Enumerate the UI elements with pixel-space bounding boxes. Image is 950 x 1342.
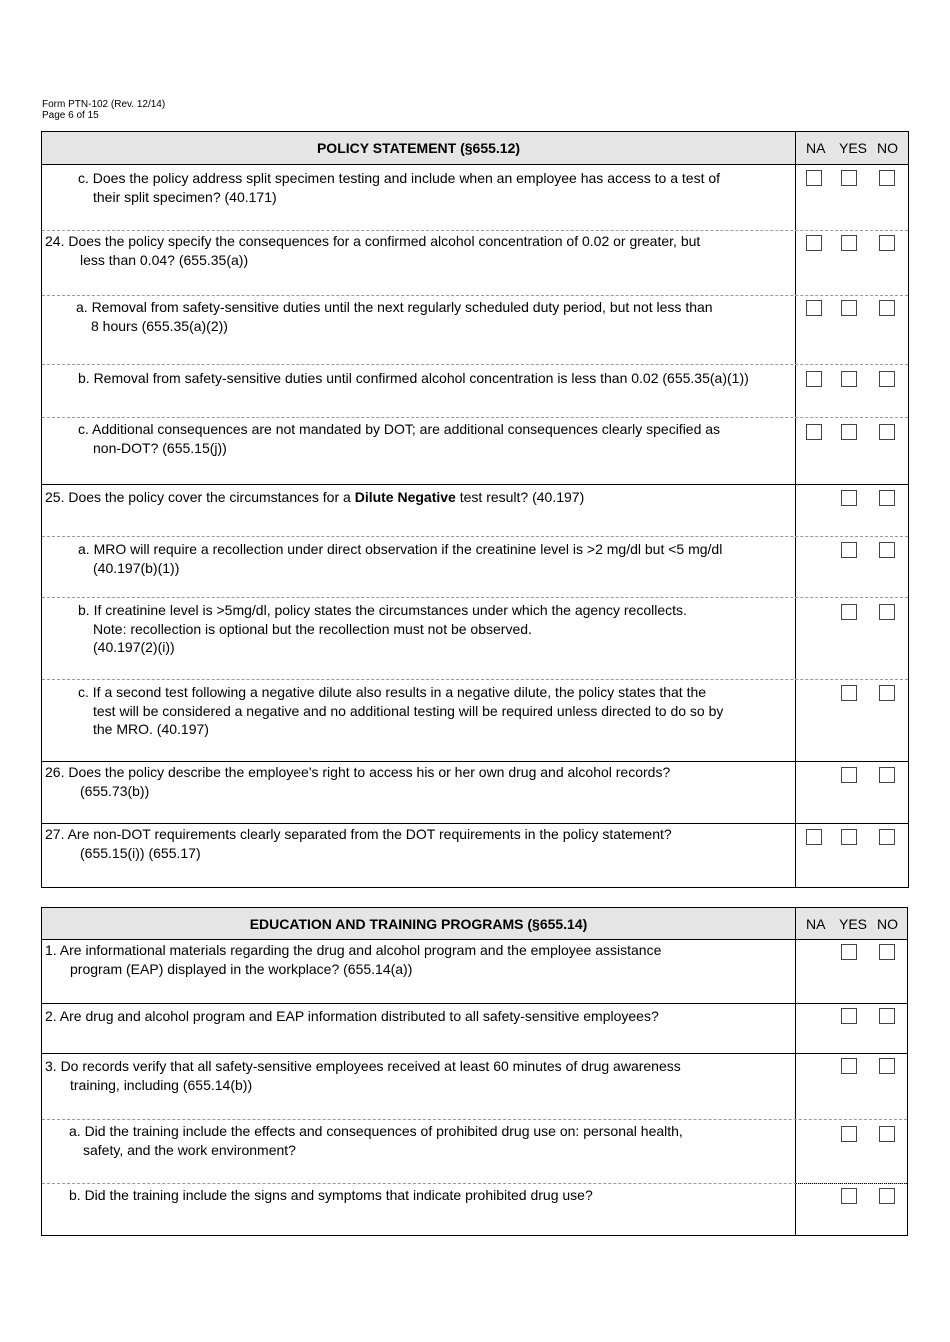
question-text: 2. Are drug and alcohol program and EAP information distributed to all safety-sensitive employees?	[42, 1004, 796, 1053]
na-checkbox[interactable]	[806, 371, 822, 387]
yes-checkbox[interactable]	[841, 1126, 857, 1142]
yes-column-header: YES	[839, 916, 868, 932]
answer-cell	[796, 1054, 907, 1119]
answer-cell	[796, 1183, 907, 1235]
na-checkbox[interactable]	[806, 424, 822, 440]
no-checkbox[interactable]	[879, 1126, 895, 1142]
question-text: 1. Are informational materials regarding the drug and alcohol program and the employee assistance program (EAP) displayed in the workplace? (655.14(a))	[42, 940, 796, 1003]
no-checkbox[interactable]	[879, 1058, 895, 1074]
no-checkbox[interactable]	[879, 170, 895, 186]
answer-cell	[796, 485, 908, 536]
education-section-title: EDUCATION AND TRAINING PROGRAMS (§655.14)	[42, 908, 796, 939]
no-checkbox[interactable]	[879, 424, 895, 440]
answer-cell	[796, 418, 908, 484]
yes-checkbox[interactable]	[841, 170, 857, 186]
question-row	[42, 940, 907, 1004]
no-column-header: NO	[877, 916, 898, 932]
answer-cell	[796, 231, 908, 295]
na-checkbox[interactable]	[806, 300, 822, 316]
no-checkbox[interactable]	[879, 685, 895, 701]
question-text: c. Additional consequences are not mandated by DOT; are additional consequences clearly specified as non-DOT? (655.15(j))	[42, 418, 796, 484]
question-text: 26. Does the policy describe the employee's right to access his or her own drug and alcohol records? (655.73(b))	[42, 762, 796, 823]
page-number: Page 6 of 15	[42, 110, 99, 121]
question-row	[42, 680, 908, 762]
question-text: b. If creatinine level is >5mg/dl, policy states the circumstances under which the agency recollects. Note: recollection is optional but the recollection must not be observed. (40.197(2)(i))	[42, 598, 796, 679]
policy-section-title: POLICY STATEMENT (§655.12)	[42, 132, 796, 164]
na-checkbox[interactable]	[806, 829, 822, 845]
na-checkbox[interactable]	[806, 235, 822, 251]
question-row	[42, 231, 908, 296]
yes-checkbox[interactable]	[841, 1188, 857, 1204]
answer-cell	[796, 762, 908, 823]
answer-column-headers	[796, 132, 908, 164]
question-text: a. MRO will require a recollection under direct observation if the creatinine level is >2 mg/dl but <5 mg/dl (40.197(b)(1))	[42, 537, 796, 597]
yes-checkbox[interactable]	[841, 235, 857, 251]
question-row	[42, 1054, 907, 1120]
question-row	[42, 762, 908, 824]
yes-checkbox[interactable]	[841, 685, 857, 701]
answer-cell	[796, 940, 907, 1003]
answer-cell	[796, 1120, 907, 1183]
no-checkbox[interactable]	[879, 235, 895, 251]
yes-checkbox[interactable]	[841, 424, 857, 440]
no-checkbox[interactable]	[879, 944, 895, 960]
question-text: 27. Are non-DOT requirements clearly separated from the DOT requirements in the policy statement? (655.15(i)) (655.17)	[42, 824, 796, 887]
question-text: b. Removal from safety-sensitive duties until confirmed alcohol concentration is less than 0.02 (655.35(a)(1))	[42, 365, 796, 417]
answer-cell	[796, 680, 908, 761]
question-text: 3. Do records verify that all safety-sensitive employees received at least 60 minutes of drug awareness training, including (655.14(b))	[42, 1054, 796, 1119]
policy-statement-table	[41, 131, 909, 888]
form-number: Form PTN-102 (Rev. 12/14)	[42, 99, 166, 110]
no-checkbox[interactable]	[879, 1008, 895, 1024]
question-row	[42, 165, 908, 231]
no-checkbox[interactable]	[879, 542, 895, 558]
no-checkbox[interactable]	[879, 1188, 895, 1204]
question-row	[42, 537, 908, 598]
answer-cell	[796, 165, 908, 230]
answer-cell	[796, 537, 908, 597]
no-checkbox[interactable]	[879, 371, 895, 387]
form-header	[42, 99, 165, 121]
question-text: b. Did the training include the signs and symptoms that indicate prohibited drug use?	[42, 1184, 796, 1235]
yes-column-header: YES	[839, 140, 868, 156]
question-text: c. If a second test following a negative dilute also results in a negative dilute, the policy states that the test will be considered a negative and no additional testing will be required unless directed to do so by the MRO. (40.197)	[42, 680, 796, 761]
question-text: c. Does the policy address split specimen testing and include when an employee has access to a test of their split specimen? (40.171)	[42, 165, 796, 230]
policy-section-header	[42, 132, 908, 165]
question-row	[42, 1120, 907, 1184]
no-checkbox[interactable]	[879, 829, 895, 845]
yes-checkbox[interactable]	[841, 1008, 857, 1024]
na-column-header: NA	[806, 916, 826, 932]
question-row	[42, 365, 908, 418]
yes-checkbox[interactable]	[841, 1058, 857, 1074]
question-text: a. Removal from safety-sensitive duties until the next regularly scheduled duty period, but not less than 8 hours (655.35(a)(2))	[42, 296, 796, 364]
question-row	[42, 1004, 907, 1054]
education-training-table	[41, 907, 908, 1236]
question-row	[42, 1184, 907, 1235]
yes-checkbox[interactable]	[841, 371, 857, 387]
answer-cell	[796, 365, 908, 417]
yes-checkbox[interactable]	[841, 767, 857, 783]
no-checkbox[interactable]	[879, 604, 895, 620]
answer-cell	[796, 296, 908, 364]
answer-column-headers	[796, 908, 907, 939]
yes-checkbox[interactable]	[841, 300, 857, 316]
question-text: a. Did the training include the effects and consequences of prohibited drug use on: personal health, safety, and the work environment?	[42, 1120, 796, 1183]
answer-cell	[796, 1004, 907, 1053]
na-column-header: NA	[806, 140, 826, 156]
question-row	[42, 598, 908, 680]
no-checkbox[interactable]	[879, 490, 895, 506]
answer-cell	[796, 824, 908, 887]
yes-checkbox[interactable]	[841, 944, 857, 960]
no-column-header: NO	[877, 140, 898, 156]
yes-checkbox[interactable]	[841, 604, 857, 620]
no-checkbox[interactable]	[879, 300, 895, 316]
yes-checkbox[interactable]	[841, 490, 857, 506]
answer-cell	[796, 598, 908, 679]
yes-checkbox[interactable]	[841, 542, 857, 558]
question-row	[42, 485, 908, 537]
question-text: 25. Does the policy cover the circumstances for a Dilute Negative test result? (40.197)	[42, 485, 796, 536]
question-row	[42, 418, 908, 485]
question-row	[42, 824, 908, 887]
no-checkbox[interactable]	[879, 767, 895, 783]
yes-checkbox[interactable]	[841, 829, 857, 845]
question-text: 24. Does the policy specify the consequences for a confirmed alcohol concentration of 0.02 or greater, but less than 0.04? (655.35(a))	[42, 231, 796, 295]
question-row	[42, 296, 908, 365]
education-section-header	[42, 908, 907, 940]
na-checkbox[interactable]	[806, 170, 822, 186]
